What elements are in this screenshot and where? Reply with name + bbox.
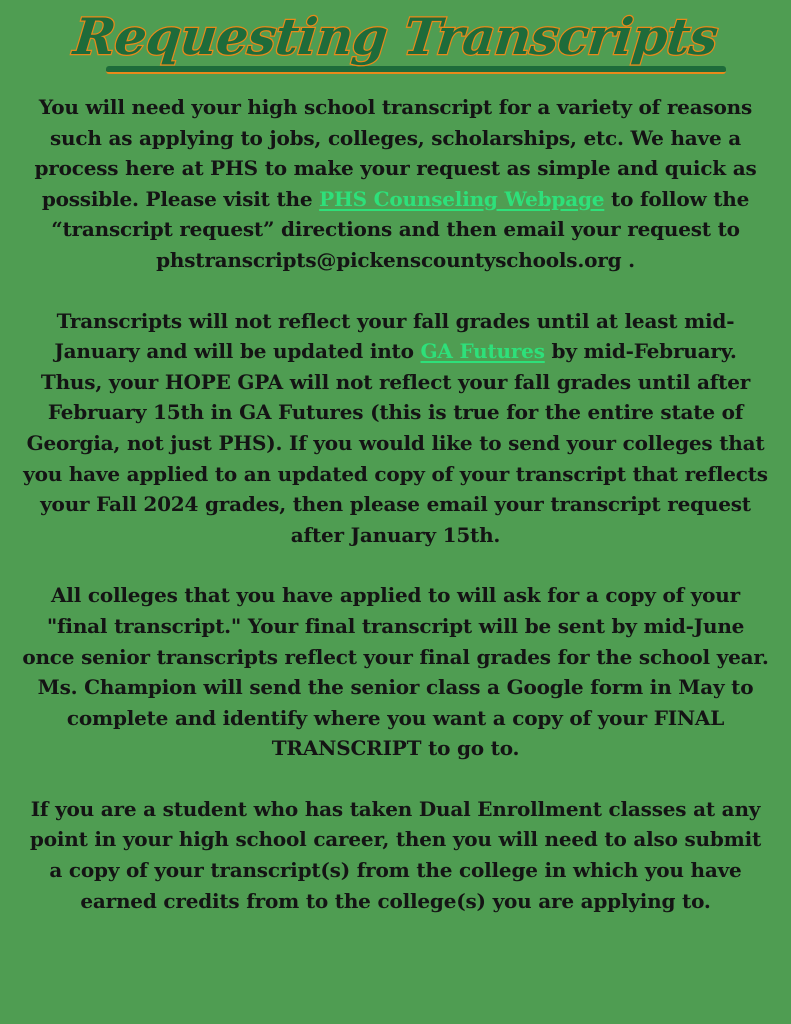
ga-futures-link[interactable]: GA Futures xyxy=(420,339,545,364)
paragraph-text: by mid-February. Thus, your HOPE GPA will not reflect your fall grades until after February 15th in GA Futures (this is true for the entire state of Georgia, not just PHS). If you would like to send your colleges that you have applied to an updated copy of your transcript that reflects your Fall 2024 grades, then please email your transcript request after January 15th. xyxy=(23,339,768,547)
paragraph-gap xyxy=(22,550,769,580)
page-title: Requesting Transcripts xyxy=(70,7,721,66)
paragraph-fall-grades xyxy=(22,306,769,551)
paragraph-text: You will need your high school transcript for a variety of reasons such as applying to jobs, colleges, scholarships, etc. We have a process here at PHS to make your request as simple and quick as possible. Please visit the xyxy=(34,95,757,211)
paragraph-text: Transcripts will not reflect your fall grades until at least mid-January and will be updated into xyxy=(54,308,735,364)
paragraph-text: to follow the “transcript request” directions and then email your request to phstranscripts@pickenscountyschools.org . xyxy=(51,186,750,272)
paragraph-transcript-request xyxy=(22,92,769,276)
paragraph-gap xyxy=(22,276,769,306)
phs-counseling-webpage-link[interactable]: PHS Counseling Webpage xyxy=(319,186,605,211)
title-block xyxy=(22,0,769,92)
paragraph-final-transcript: All colleges that you have applied to will ask for a copy of your "final transcript." Your final transcript will be sent by mid-June once senior transcripts reflect your final grades for the school year. Ms. Champion will send the senior class a Google form in May to complete and identify where you want a copy of your FINAL TRANSCRIPT to go to. xyxy=(22,583,769,761)
paragraph-dual-enrollment: If you are a student who has taken Dual Enrollment classes at any point in your high school career, then you will need to also submit a copy of your transcript(s) from the college in which you have earned credits from to the college(s) you are applying to. xyxy=(29,796,762,913)
paragraph-gap xyxy=(22,764,769,794)
